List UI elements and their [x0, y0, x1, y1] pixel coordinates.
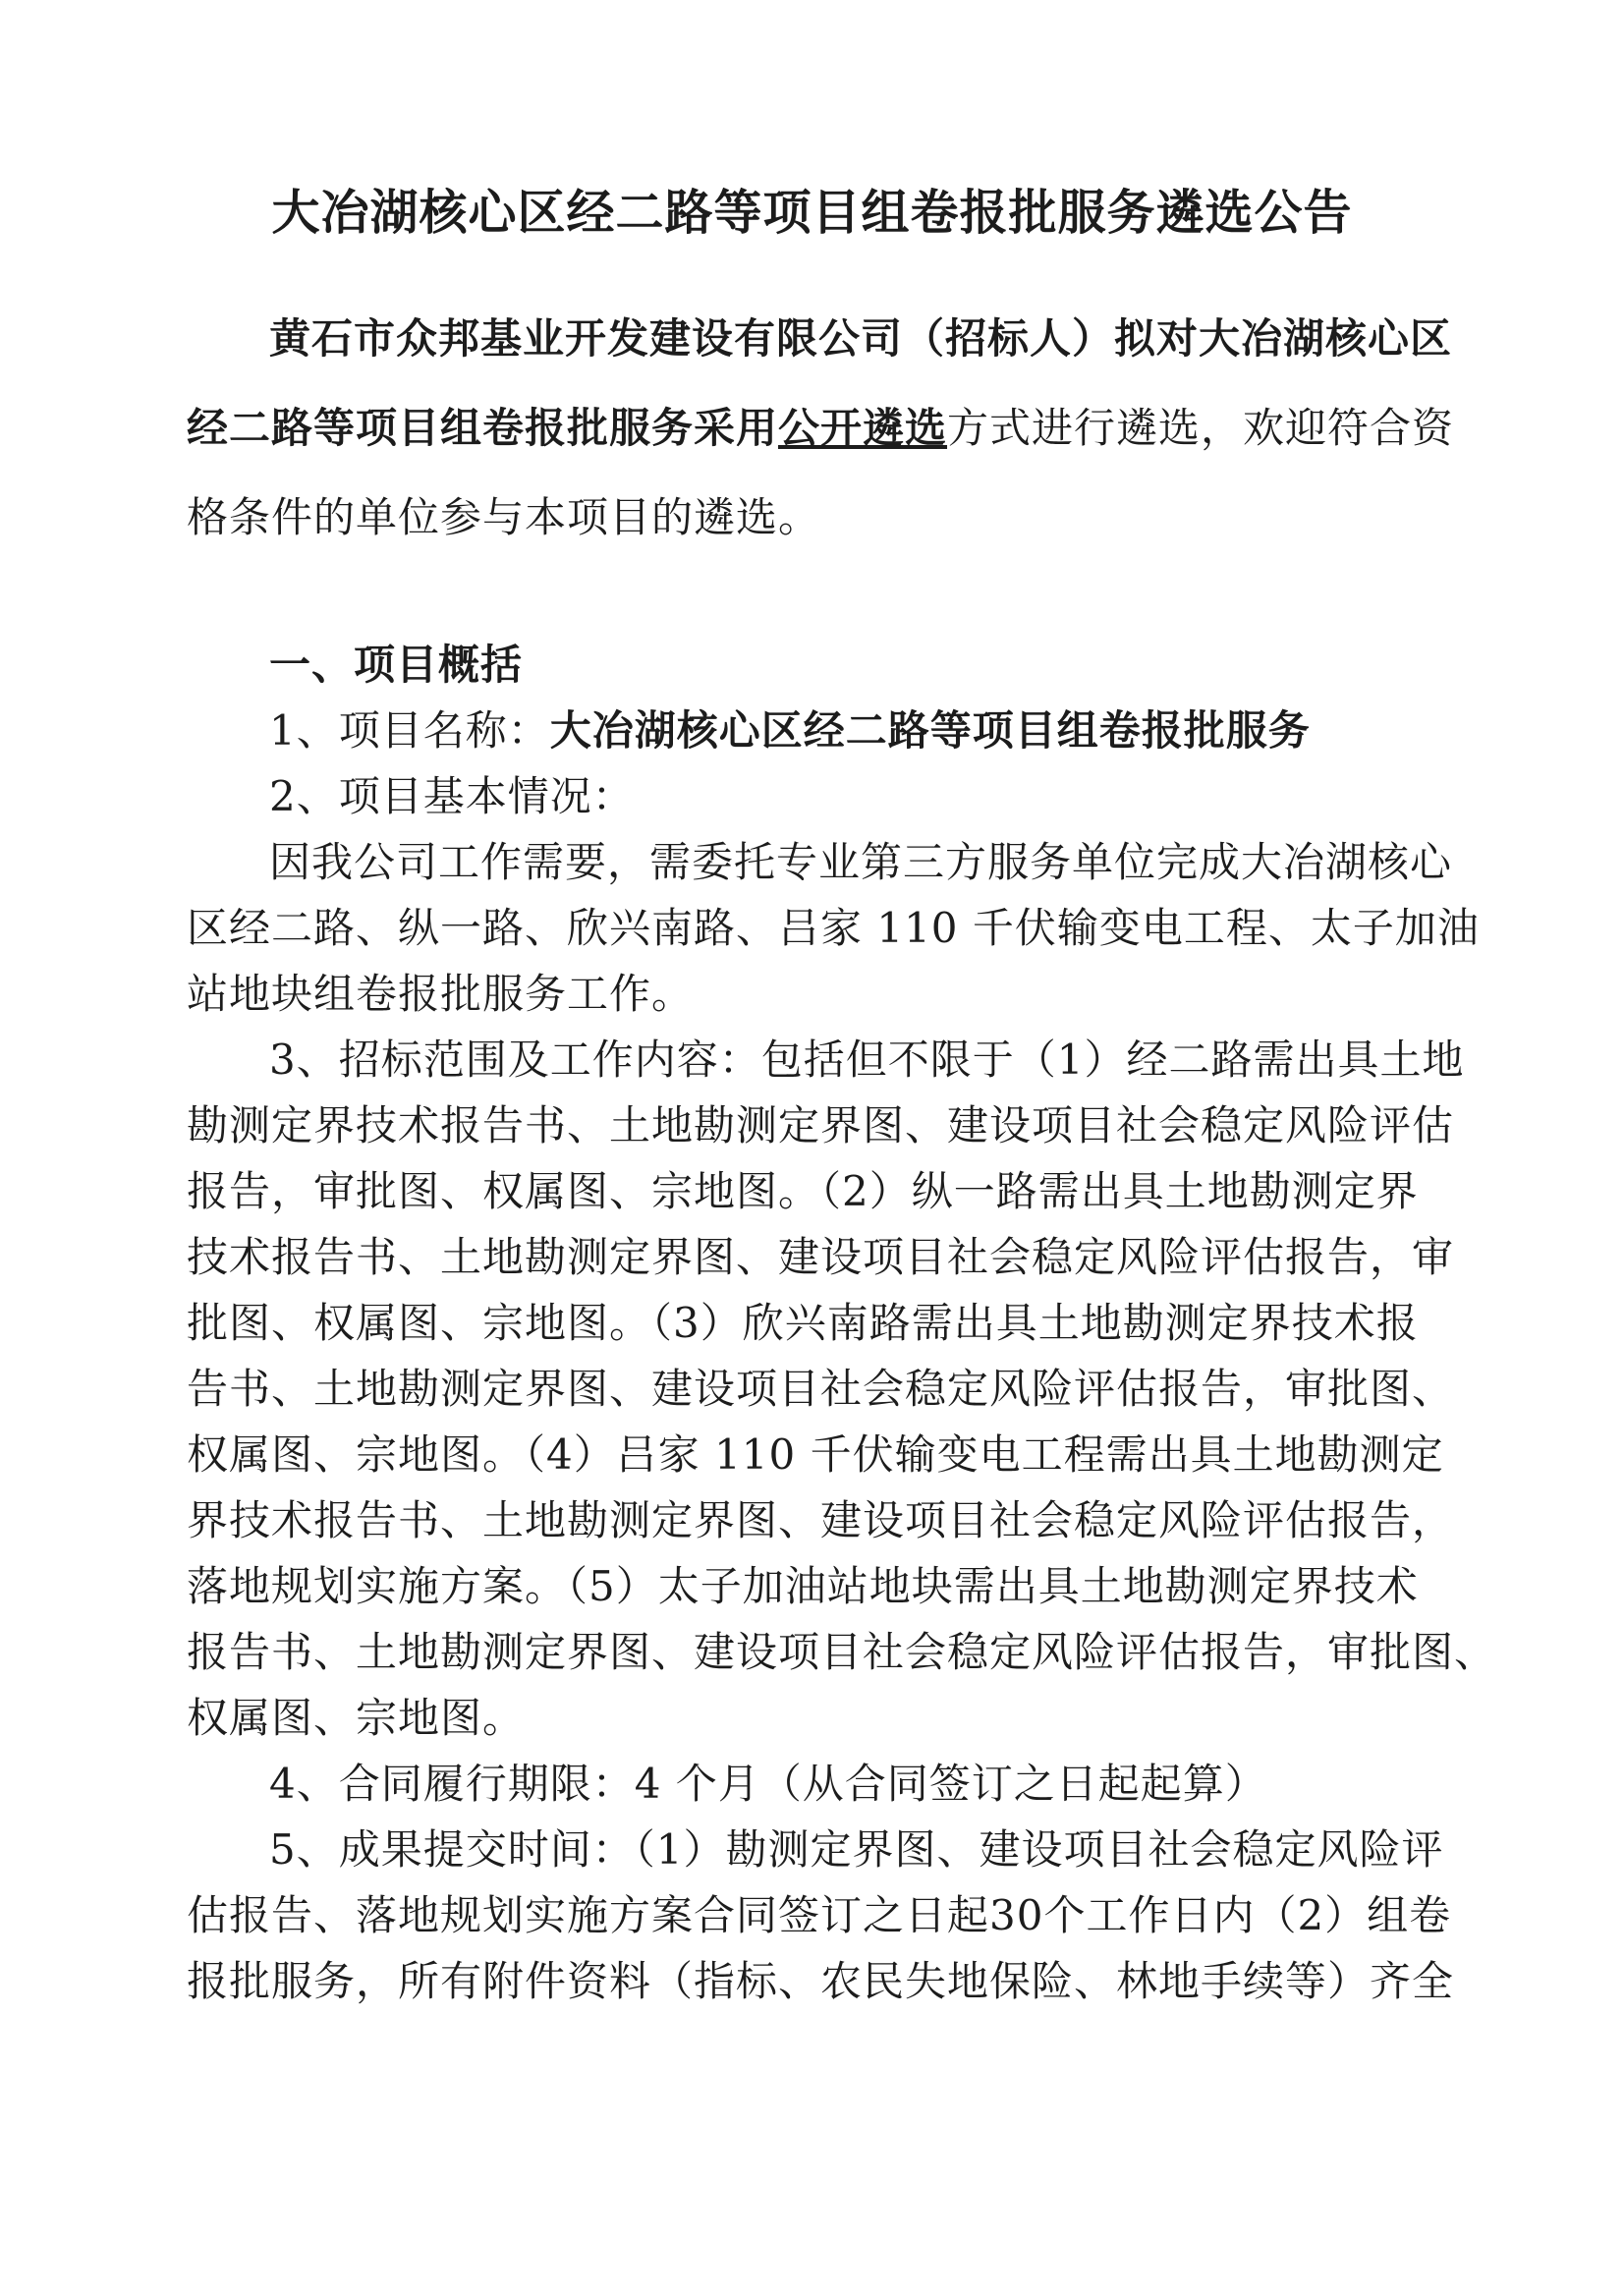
body-line: 批图、权属图、宗地图。（3）欣兴南路需出具土地勘测定界技术报: [187, 1299, 1419, 1347]
section-heading-project-overview: 一、项目概括: [269, 641, 524, 689]
body-line: 告书、土地勘测定界图、建设项目社会稳定风险评估报告，审批图、: [187, 1365, 1455, 1413]
project-name-value: 大冶湖核心区经二路等项目组卷报批服务: [549, 706, 1311, 755]
intro-line-1: 黄石市众邦基业开发建设有限公司（招标人）拟对大冶湖核心区: [269, 314, 1453, 363]
project-name-line: [187, 698, 1437, 763]
body-line: 落地规划实施方案。（5）太子加油站地块需出具土地勘测定界技术: [187, 1562, 1419, 1610]
body-line: 权属图、宗地图。（4）吕家 110 千伏输变电工程需出具土地勘测定: [187, 1430, 1444, 1479]
document-title: 大冶湖核心区经二路等项目组卷报批服务遴选公告: [271, 184, 1353, 241]
body-line: 2、项目基本情况：: [269, 772, 635, 820]
body-line: 报告，审批图、权属图、宗地图。（2）纵一路需出具土地勘测定界: [187, 1167, 1419, 1215]
project-name-label: 1、项目名称：: [269, 706, 550, 755]
selection-method-underlined: 公开遴选: [778, 404, 948, 452]
intro-line-2-regular: 方式进行遴选，欢迎符合资: [947, 404, 1455, 452]
body-line: 界技术报告书、土地勘测定界图、建设项目社会稳定风险评估报告，: [187, 1496, 1455, 1544]
body-line: 勘测定界技术报告书、土地勘测定界图、建设项目社会稳定风险评估: [187, 1101, 1455, 1149]
body-line: 5、成果提交时间：（1）勘测定界图、建设项目社会稳定风险评: [269, 1825, 1444, 1874]
intro-line-2: [187, 383, 1455, 473]
body-line: 报告书、土地勘测定界图、建设项目社会稳定风险评估报告，审批图、: [187, 1628, 1497, 1676]
intro-paragraph: [187, 294, 1455, 562]
body-line: 区经二路、纵一路、欣兴南路、吕家 110 千伏输变电工程、太子加油: [187, 904, 1480, 952]
body-line: 3、招标范围及工作内容：包括但不限于（1）经二路需出具土地: [269, 1036, 1465, 1084]
body-line: 4、合同履行期限：4 个月（从合同签订之日起起算）: [269, 1760, 1267, 1808]
body-line: 权属图、宗地图。: [187, 1694, 526, 1742]
body-line: 技术报告书、土地勘测定界图、建设项目社会稳定风险评估报告，审: [187, 1233, 1455, 1281]
body-line: 报批服务，所有附件资料（指标、农民失地保险、林地手续等）齐全: [187, 1957, 1455, 2005]
intro-line-3: 格条件的单位参与本项目的遴选。: [187, 493, 821, 541]
body-line: 因我公司工作需要，需委托专业第三方服务单位完成大冶湖核心: [269, 838, 1453, 886]
intro-line-2-bold: 经二路等项目组卷报批服务采用: [187, 404, 779, 452]
body-line: 站地块组卷报批服务工作。: [187, 970, 695, 1018]
document-content: [187, 0, 1497, 2014]
body-line: 估报告、落地规划实施方案合同签订之日起30个工作日内（2）组卷: [187, 1891, 1452, 1939]
